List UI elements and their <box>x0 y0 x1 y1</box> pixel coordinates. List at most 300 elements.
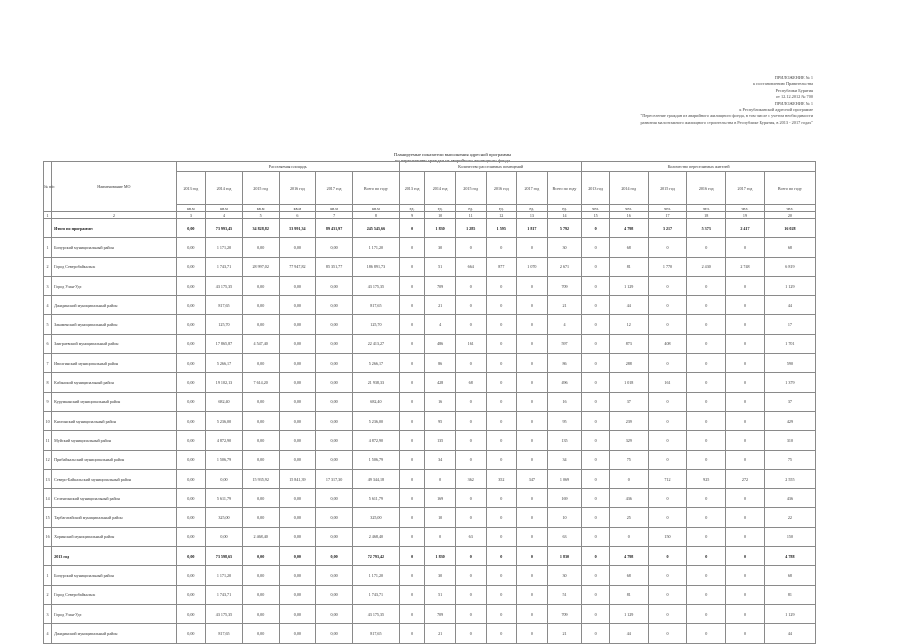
row-value: 17 865,87 <box>206 334 243 353</box>
row-value: 16 <box>425 392 456 411</box>
row-value: 325,00 <box>206 508 243 527</box>
header-year: 2015 год <box>648 172 687 205</box>
row-name: Северо-Байкальский муниципальный район <box>52 469 176 488</box>
row-value: 436 <box>764 489 815 508</box>
row-value: 1 018 <box>609 373 648 392</box>
row-value: 2 430 <box>687 257 726 276</box>
header-group-people: Количество расселяемых помещений <box>399 162 582 172</box>
row-value: 73 598,65 <box>206 547 243 566</box>
row-value: 0 <box>399 604 424 623</box>
row-value: 1 595 <box>486 219 517 238</box>
row-value: 5 266,17 <box>206 354 243 373</box>
row-value: 0 <box>582 354 610 373</box>
table-row <box>44 411 816 430</box>
row-value: 0,00 <box>279 315 316 334</box>
row-value: 0,00 <box>176 469 206 488</box>
row-value: 0 <box>399 547 424 566</box>
row-value: 53 991,34 <box>279 219 316 238</box>
row-name: Селенгинский муниципальный район <box>52 489 176 508</box>
row-value: 0,00 <box>176 334 206 353</box>
row-value: 0 <box>425 527 456 546</box>
header-col-number: 6 <box>279 212 316 219</box>
row-value: 709 <box>547 604 582 623</box>
row-value: 125,70 <box>206 315 243 334</box>
row-value: 0 <box>455 354 486 373</box>
row-value: 0 <box>582 296 610 315</box>
row-value: 0,00 <box>279 373 316 392</box>
row-value: 817,65 <box>352 296 399 315</box>
document-header <box>640 75 813 126</box>
row-value: 1 171,20 <box>206 566 243 585</box>
header-col-number: 15 <box>582 212 610 219</box>
row-value: 0 <box>648 450 687 469</box>
header-year: 2016 год <box>279 172 316 205</box>
header-unit: кв.м <box>352 205 399 212</box>
row-value: 68 <box>764 566 815 585</box>
row-value: 4 798 <box>609 219 648 238</box>
row-value: 0 <box>455 547 486 566</box>
row-value: 0,00 <box>279 527 316 546</box>
row-value: 0 <box>687 547 726 566</box>
table-row <box>44 315 816 334</box>
row-value: 0 <box>517 450 548 469</box>
row-value: 5 236,00 <box>206 411 243 430</box>
row-value: 0 <box>687 315 726 334</box>
row-value: 0,00 <box>279 296 316 315</box>
row-value: 0,00 <box>279 604 316 623</box>
program-table <box>43 161 816 644</box>
row-value: 0,00 <box>242 585 279 604</box>
row-value: 0 <box>486 276 517 295</box>
row-value: 0 <box>399 354 424 373</box>
row-value: 0 <box>648 604 687 623</box>
row-number: 13 <box>44 469 52 488</box>
row-value: 0,00 <box>242 508 279 527</box>
table-row <box>44 392 816 411</box>
row-value: 0,00 <box>176 354 206 373</box>
row-value: 30 <box>425 238 456 257</box>
row-value: 21 <box>425 624 456 643</box>
row-value: 0 <box>648 547 687 566</box>
row-value: 0,00 <box>242 354 279 373</box>
row-value: 0,00 <box>279 508 316 527</box>
row-value: 0 <box>517 527 548 546</box>
row-value: 81 <box>609 257 648 276</box>
row-value: 0 <box>486 527 517 546</box>
header-col-number: 14 <box>547 212 582 219</box>
row-number: 1 <box>44 566 52 585</box>
row-value: 486 <box>425 334 456 353</box>
header-line: ПРИЛОЖЕНИЕ № 1 <box>774 75 813 80</box>
row-value: 1 817 <box>517 219 548 238</box>
row-value: 0 <box>399 624 424 643</box>
row-value: 0,00 <box>316 508 353 527</box>
row-number: 10 <box>44 411 52 430</box>
table-row <box>44 547 816 566</box>
row-name: Кяхтинский муниципальный район <box>52 411 176 430</box>
header-col-number: 9 <box>399 212 424 219</box>
row-value: 0 <box>687 296 726 315</box>
row-value: 1 171,20 <box>352 238 399 257</box>
row-value: 408 <box>648 334 687 353</box>
row-value: 0,00 <box>242 450 279 469</box>
row-name: Джидинский муниципальный район <box>52 624 176 643</box>
row-value: 0,00 <box>316 238 353 257</box>
table-row <box>44 585 816 604</box>
header-col-number: 4 <box>206 212 243 219</box>
row-value: 51 <box>425 257 456 276</box>
row-value: 0 <box>486 624 517 643</box>
row-value: 0,00 <box>176 585 206 604</box>
header-line: к Республиканской адресной программе <box>739 107 813 113</box>
header-year: 2014 год <box>206 172 243 205</box>
row-value: 0,00 <box>279 431 316 450</box>
row-value: 6 819 <box>764 257 815 276</box>
row-name: Кабанский муниципальный район <box>52 373 176 392</box>
row-value: 0,00 <box>279 547 316 566</box>
row-value: 925 <box>687 469 726 488</box>
row-value: 0 <box>486 411 517 430</box>
row-value: 0 <box>486 547 517 566</box>
header-line: от 12.12.2012 № 700 <box>775 94 813 100</box>
row-value: 597 <box>547 334 582 353</box>
row-value: 5 236,00 <box>352 411 399 430</box>
row-value: 0 <box>486 585 517 604</box>
row-value: 1 830 <box>547 547 582 566</box>
row-number: 14 <box>44 489 52 508</box>
row-value: 0 <box>726 373 765 392</box>
row-value: 0,00 <box>176 450 206 469</box>
row-value: 0 <box>399 527 424 546</box>
row-value: 0 <box>648 276 687 295</box>
row-value: 0 <box>582 257 610 276</box>
row-value: 0 <box>517 315 548 334</box>
row-value: 0 <box>687 411 726 430</box>
header-year: 2017 год <box>316 172 353 205</box>
row-value: 0,00 <box>176 296 206 315</box>
row-value: 0 <box>726 238 765 257</box>
row-value: 44 <box>609 296 648 315</box>
row-value: 0 <box>582 527 610 546</box>
row-value: 89 431,97 <box>316 219 353 238</box>
row-value: 0 <box>455 624 486 643</box>
row-value: 817,65 <box>352 624 399 643</box>
row-value: 0 <box>687 392 726 411</box>
row-value: 0 <box>399 373 424 392</box>
header-year: 2016 год <box>486 172 517 205</box>
row-value: 5 792 <box>547 219 582 238</box>
row-value: 34 828,82 <box>242 219 279 238</box>
row-value: 0,00 <box>316 354 353 373</box>
row-value: 0 <box>517 431 548 450</box>
row-number: 3 <box>44 276 52 295</box>
header-unit: чел. <box>764 205 815 212</box>
header-group-area: Расселяемая площадь <box>176 162 399 172</box>
row-number: 4 <box>44 296 52 315</box>
row-value: 0 <box>582 489 610 508</box>
table-row <box>44 527 816 546</box>
row-value: 0 <box>648 431 687 450</box>
header-col-number: 7 <box>316 212 353 219</box>
row-value: 0 <box>455 566 486 585</box>
table-row <box>44 469 816 488</box>
header-unit: ед. <box>455 205 486 212</box>
row-value: 3 217 <box>648 219 687 238</box>
header-unit: кв.м <box>206 205 243 212</box>
row-value: 682,40 <box>206 392 243 411</box>
row-value: 0 <box>399 392 424 411</box>
row-value: 1 129 <box>764 604 815 623</box>
row-value: 7 614,20 <box>242 373 279 392</box>
header-year: 2017 год <box>517 172 548 205</box>
row-value: 0 <box>517 489 548 508</box>
row-value: 30 <box>425 566 456 585</box>
row-value: 1 743,71 <box>206 585 243 604</box>
row-value: 0 <box>517 238 548 257</box>
row-value: 0,00 <box>176 219 206 238</box>
row-number: 7 <box>44 354 52 373</box>
row-value: 0 <box>726 489 765 508</box>
row-value: 0,00 <box>176 527 206 546</box>
row-name: Хоринский муниципальный район <box>52 527 176 546</box>
row-value: 0 <box>582 334 610 353</box>
row-value: 10 <box>547 508 582 527</box>
row-value: 347 <box>517 469 548 488</box>
header-unit: чел. <box>582 205 610 212</box>
row-value: 0 <box>648 296 687 315</box>
row-value: 590 <box>764 354 815 373</box>
row-value: 68 <box>609 238 648 257</box>
row-number: 2 <box>44 585 52 604</box>
row-value: 0 <box>582 411 610 430</box>
row-value: 68 <box>455 373 486 392</box>
row-value: 362 <box>455 469 486 488</box>
header-unit: кв.м <box>242 205 279 212</box>
row-value: 43 175,35 <box>206 604 243 623</box>
row-value: 0 <box>582 392 610 411</box>
row-name: Город Улан-Удэ <box>52 276 176 295</box>
row-value: 0 <box>399 315 424 334</box>
row-value: 0,00 <box>242 604 279 623</box>
row-value: 0 <box>486 334 517 353</box>
row-value: 0 <box>486 431 517 450</box>
row-value: 0 <box>486 450 517 469</box>
row-value: 0,00 <box>176 624 206 643</box>
row-value: 0 <box>726 392 765 411</box>
row-value: 0 <box>399 238 424 257</box>
row-value: 436 <box>609 489 648 508</box>
row-value: 95 <box>425 411 456 430</box>
header-unit: ед. <box>517 205 548 212</box>
header-group-count: Количество переселяемых жителей <box>582 162 816 172</box>
row-value: 19 102,13 <box>206 373 243 392</box>
table-row <box>44 431 816 450</box>
row-value: 0,00 <box>316 392 353 411</box>
row-value: 429 <box>764 411 815 430</box>
row-value: 0 <box>399 566 424 585</box>
row-value: 0 <box>455 238 486 257</box>
row-value: 68 <box>764 238 815 257</box>
row-value: 34 <box>547 450 582 469</box>
table-row <box>44 373 816 392</box>
row-value: 0 <box>486 508 517 527</box>
header-col-number: 5 <box>242 212 279 219</box>
row-value: 0 <box>648 392 687 411</box>
row-value: 0 <box>609 527 648 546</box>
row-value: 0 <box>726 624 765 643</box>
row-value: 352 <box>486 469 517 488</box>
table-row <box>44 566 816 585</box>
row-value: 0,00 <box>279 238 316 257</box>
row-value: 0 <box>687 508 726 527</box>
row-value: 75 <box>764 450 815 469</box>
row-value: 0,00 <box>316 450 353 469</box>
row-value: 288 <box>609 354 648 373</box>
row-value: 5 611,79 <box>352 489 399 508</box>
row-value: 1 129 <box>609 604 648 623</box>
row-number: 4 <box>44 624 52 643</box>
row-value: 664 <box>455 257 486 276</box>
row-value: 44 <box>764 296 815 315</box>
row-value: 0 <box>582 508 610 527</box>
row-value: 0 <box>648 315 687 334</box>
header-unit: кв.м <box>316 205 353 212</box>
row-value: 0 <box>399 469 424 488</box>
row-value: 1 070 <box>517 257 548 276</box>
row-value: 0,00 <box>279 411 316 430</box>
header-col-number: 3 <box>176 212 206 219</box>
row-value: 0 <box>609 469 648 488</box>
table-row <box>44 354 816 373</box>
row-value: 0,00 <box>316 624 353 643</box>
row-value: 0 <box>687 450 726 469</box>
row-value: 0,00 <box>242 315 279 334</box>
row-value: 0,00 <box>316 276 353 295</box>
row-value: 0,00 <box>176 508 206 527</box>
row-value: 1 743,71 <box>206 257 243 276</box>
row-value: 1 285 <box>455 219 486 238</box>
row-value: 0 <box>399 431 424 450</box>
row-value: 0,00 <box>176 489 206 508</box>
row-value: 817,65 <box>206 296 243 315</box>
row-value: 44 <box>764 624 815 643</box>
row-value: 28 997,02 <box>242 257 279 276</box>
row-value: 1 069 <box>547 469 582 488</box>
row-value: 0,00 <box>176 238 206 257</box>
row-value: 0,00 <box>206 527 243 546</box>
row-number: 16 <box>44 527 52 546</box>
row-value: 0 <box>726 354 765 373</box>
row-value: 4 <box>425 315 456 334</box>
row-value: 0 <box>486 354 517 373</box>
row-value: 0 <box>648 354 687 373</box>
row-value: 21 <box>547 624 582 643</box>
row-value: 0,00 <box>176 392 206 411</box>
table-row <box>44 450 816 469</box>
row-value: 37 <box>609 392 648 411</box>
row-value: 44 <box>609 624 648 643</box>
row-value: 2 555 <box>764 469 815 488</box>
row-value: 0 <box>399 489 424 508</box>
row-value: 0 <box>455 276 486 295</box>
header-unit: ед. <box>486 205 517 212</box>
row-value: 49 344,18 <box>352 469 399 488</box>
row-value: 0 <box>517 354 548 373</box>
row-value: 86 <box>547 354 582 373</box>
row-value: 0,00 <box>242 411 279 430</box>
row-value: 0,00 <box>242 431 279 450</box>
header-year: 2014 год <box>609 172 648 205</box>
row-value: 2 417 <box>726 219 765 238</box>
row-value: 0 <box>486 238 517 257</box>
row-value: 0 <box>486 489 517 508</box>
row-name: Город Северобайкальск <box>52 257 176 276</box>
row-value: 1 379 <box>764 373 815 392</box>
header-year: 2016 год <box>687 172 726 205</box>
row-value: 0,00 <box>279 585 316 604</box>
row-value: 0,00 <box>176 547 206 566</box>
row-value: 2 468,40 <box>352 527 399 546</box>
row-value: 0,00 <box>279 354 316 373</box>
row-value: 85 351,77 <box>316 257 353 276</box>
row-value: 1 171,20 <box>352 566 399 585</box>
row-value: 0 <box>687 489 726 508</box>
row-value: 0,00 <box>242 392 279 411</box>
row-value: 0 <box>726 431 765 450</box>
row-value: 709 <box>425 604 456 623</box>
row-value: 0 <box>517 604 548 623</box>
row-value: 0 <box>399 411 424 430</box>
header-unit: ед. <box>547 205 582 212</box>
row-value: 817,65 <box>206 624 243 643</box>
row-value: 0,00 <box>316 296 353 315</box>
header-year: 2013 год <box>399 172 424 205</box>
table-row <box>44 334 816 353</box>
row-value: 63 <box>547 527 582 546</box>
header-line: "Переселение граждан из аварийного жилищного фонда, в том числе с учетом необходимости <box>640 113 813 119</box>
title-line-1: Планируемые показатели выполнения адресной программы <box>393 152 512 157</box>
row-value: 0 <box>455 508 486 527</box>
row-value: 0,00 <box>176 315 206 334</box>
row-value: 0,00 <box>176 276 206 295</box>
row-value: 877 <box>486 257 517 276</box>
row-value: 0,00 <box>316 547 353 566</box>
row-value: 51 <box>425 585 456 604</box>
row-value: 0 <box>648 585 687 604</box>
row-value: 17 <box>764 315 815 334</box>
row-name: Бичурский муниципальный район <box>52 238 176 257</box>
row-value: 0 <box>517 624 548 643</box>
row-value: 1 830 <box>425 219 456 238</box>
row-value: 0 <box>687 624 726 643</box>
row-value: 2 748 <box>726 257 765 276</box>
row-name: Курумканский муниципальный район <box>52 392 176 411</box>
row-value: 0 <box>582 276 610 295</box>
row-value: 873 <box>609 334 648 353</box>
row-value: 0,00 <box>176 257 206 276</box>
row-value: 161 <box>648 373 687 392</box>
table-row <box>44 219 816 238</box>
row-value: 0 <box>687 604 726 623</box>
table-head <box>44 162 816 219</box>
row-value: 0 <box>582 469 610 488</box>
table-row <box>44 296 816 315</box>
row-number <box>44 219 52 238</box>
row-value: 0,00 <box>242 296 279 315</box>
row-value: 0 <box>399 296 424 315</box>
row-value: 0 <box>517 566 548 585</box>
row-value: 0 <box>399 450 424 469</box>
